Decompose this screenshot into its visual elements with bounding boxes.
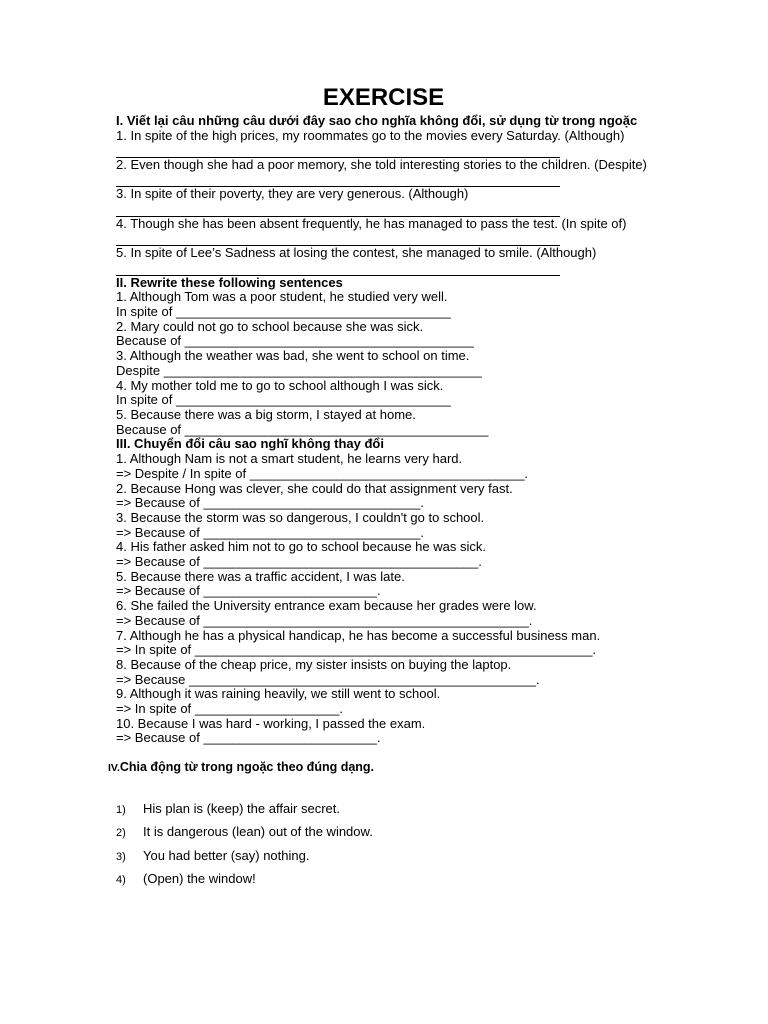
s3-question-1: 1. Although Nam is not a smart student, he learns very hard. [116,451,463,467]
s3-answer-3: => Because of ______________________________. [116,524,424,540]
s1-answer-line-3 [116,202,560,217]
s1-question-3: 3. In spite of their poverty, they are very generous. (Although) [116,186,469,202]
section-4-title: Chia động từ trong ngoặc theo đúng dạng. [119,760,375,775]
s2-answer-5: Because of __________________________________________ [116,421,489,437]
s3-question-10: 10. Because I was hard - working, I passed the exam. [116,715,426,731]
s1-question-5: 5. In spite of Lee’s Sadness at losing the contest, she managed to smile. (Although) [116,245,597,261]
s3-answer-6: => Because of _____________________________________________. [116,612,533,628]
list-item-text: It is dangerous (lean) out of the window. [143,824,373,840]
s2-question-2: 2. Mary could not go to school because she was sick. [116,318,424,334]
list-item-text: His plan is (keep) the affair secret. [143,800,341,816]
section-4 [108,760,651,896]
s1-question-4: 4. Though she has been absent frequently, he has managed to pass the test. (In spite of) [116,215,627,231]
section-2 [116,276,651,438]
section-1 [116,114,651,276]
s2-answer-1: In spite of ______________________________________ [116,304,451,320]
s3-answer-8: => Because ________________________________________________. [116,671,540,687]
list-item-number: 1) [116,803,126,816]
s3-question-4: 4. His father asked him not to go to school because he was sick. [116,539,486,555]
section-3-heading: III. Chuyển đổi câu sao nghĩ không thay đổi [116,436,384,452]
s2-answer-2: Because of ________________________________________ [116,333,474,349]
section-4-heading [108,760,651,776]
s3-answer-7: => In spite of _______________________________________________________. [116,642,597,658]
s3-answer-4: => Because of ______________________________________. [116,554,482,570]
worksheet [108,84,651,896]
s3-answer-9: => In spite of ____________________. [116,701,343,717]
s3-answer-1: => Despite / In spite of ______________________________________. [116,465,529,481]
section-3 [116,437,651,746]
s1-answer-line-2 [116,173,560,188]
list-item-text: (Open) the window! [143,871,256,887]
s3-question-5: 5. Because there was a traffic accident, I was late. [116,568,405,584]
s2-answer-3: Despite ____________________________________________ [116,362,482,378]
s3-question-3: 3. Because the storm was so dangerous, I couldn't go to school. [116,509,485,525]
s3-question-6: 6. She failed the University entrance exam because her grades were low. [116,598,537,614]
section-4-numeral: IV. [108,762,120,775]
s2-question-3: 3. Although the weather was bad, she went to school on time. [116,348,470,364]
s1-question-2: 2. Even though she had a poor memory, she told interesting stories to the children. (Despite) [116,157,647,173]
s3-answer-10: => Because of ________________________. [116,730,381,746]
list-item [116,802,651,826]
page-title: EXERCISE [322,84,445,111]
verb-exercise-list [116,802,651,896]
list-item-number: 3) [116,850,126,863]
s1-answer-line-5 [116,261,560,276]
s3-question-8: 8. Because of the cheap price, my sister insists on buying the laptop. [116,656,512,672]
s3-answer-5: => Because of ________________________. [116,583,381,599]
s3-question-9: 9. Although it was raining heavily, we still went to school. [116,686,441,702]
list-item-number: 2) [116,827,126,840]
list-item-number: 4) [116,874,126,887]
s3-answer-2: => Because of ______________________________. [116,495,424,511]
list-item-text: You had better (say) nothing. [143,847,310,863]
s2-question-5: 5. Because there was a big storm, I stayed at home. [116,406,416,422]
s3-question-7: 7. Although he has a physical handicap, he has become a successful business man. [116,627,601,643]
list-item [116,872,651,896]
s2-question-1: 1. Although Tom was a poor student, he studied very well. [116,289,448,305]
s3-question-2: 2. Because Hong was clever, she could do that assignment very fast. [116,480,513,496]
s1-answer-line-1 [116,143,560,158]
s1-question-1: 1. In spite of the high prices, my roommates go to the movies every Saturday. (Although) [116,127,625,143]
list-item [116,849,651,873]
section-1-heading: I. Viết lại câu những câu dưới đây sao cho nghĩa không đổi, sử dụng từ trong ngoặc [116,113,638,128]
section-2-heading: II. Rewrite these following sentences [116,274,343,290]
s2-answer-4: In spite of ______________________________________ [116,392,451,408]
list-item [116,825,651,849]
s2-question-4: 4. My mother told me to go to school although I was sick. [116,377,444,393]
s1-answer-line-4 [116,232,560,247]
